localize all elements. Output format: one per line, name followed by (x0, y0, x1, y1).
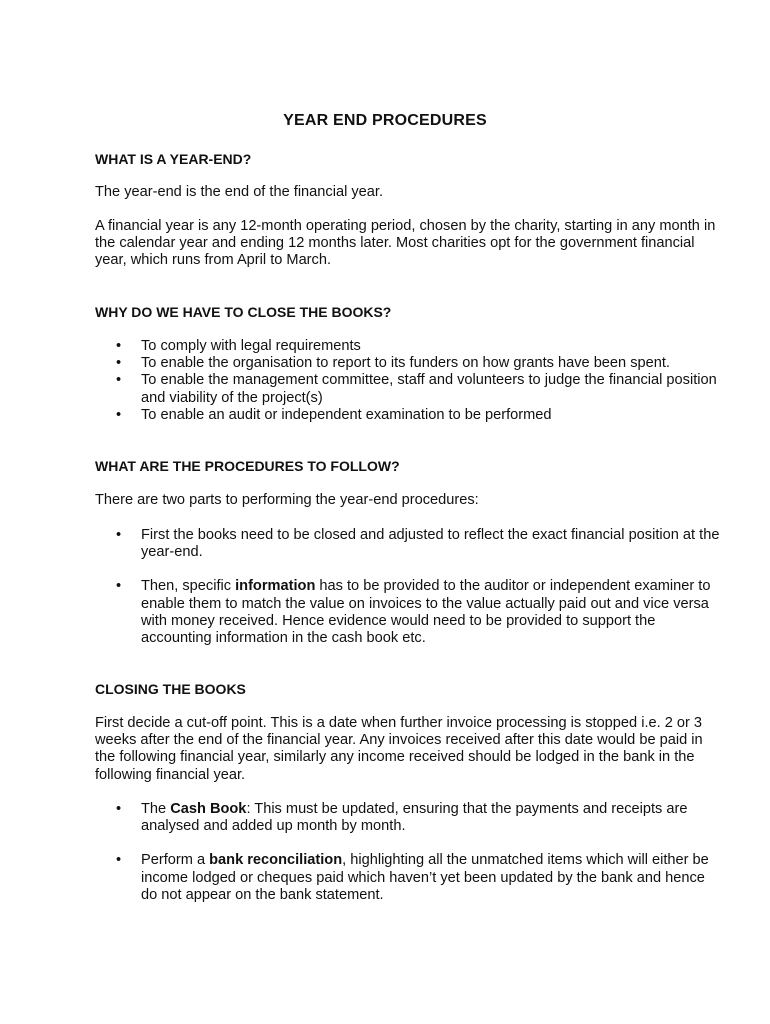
bullet-icon: • (116, 355, 122, 372)
bullet-icon: • (116, 338, 122, 354)
list-item-text: First the books need to be closed and adjusted to reflect the exact financial position at the year-end. (141, 527, 720, 561)
bold-term-bank-reconciliation: bank reconciliation (209, 852, 343, 869)
why-close-bullet-list (95, 338, 720, 424)
text-run: The (141, 801, 171, 817)
page-title: YEAR END PROCEDURES (283, 112, 487, 129)
list-item-text: To enable an audit or independent examination to be performed (141, 406, 552, 423)
list-item (95, 852, 720, 904)
list-item (95, 372, 720, 406)
list-item (95, 355, 720, 372)
list-item (95, 407, 720, 424)
procedures-bullet-list (95, 527, 720, 647)
list-item (95, 338, 720, 355)
text-run: Perform a (141, 852, 210, 869)
bullet-icon: • (116, 527, 122, 543)
section-heading-procedures: WHAT ARE THE PROCEDURES TO FOLLOW? (95, 458, 400, 474)
list-item-text (141, 801, 688, 834)
bullet-icon: • (116, 801, 122, 817)
list-item-text: To comply with legal requirements (141, 338, 361, 354)
section-heading-what-is-year-end: WHAT IS A YEAR-END? (95, 151, 252, 167)
paragraph-procedures-intro: There are two parts to performing the year-end procedures: (95, 492, 479, 508)
bold-term-cash-book: Cash Book (170, 801, 247, 817)
list-item (95, 527, 720, 561)
list-item (95, 578, 720, 647)
text-run: : This must be updated, ensuring that the payments and receipts are analysed and added up month by month. (141, 801, 688, 835)
text-run: has to be provided to the auditor or independent examiner to enable them to match the value on invoices to the value actually paid out and vice versa with money received. Hence evidence would need to be provided to support the accounting information in the cash book etc. (141, 578, 711, 647)
bullet-icon: • (116, 852, 122, 869)
bullet-icon: • (116, 578, 122, 595)
text-run: , highlighting all the unmatched items which will either be income lodged or cheques paid which haven’t yet been updated by the bank and hence do not appear on the bank statement. (141, 852, 709, 903)
paragraph-financial-year: A financial year is any 12-month operating period, chosen by the charity, starting in any month in the calendar year and ending 12 months later. Most charities opt for the government financial year, which runs from April to March. (95, 218, 716, 269)
bold-term-information: information (235, 578, 316, 595)
list-item-text: To enable the organisation to report to its funders on how grants have been spent. (141, 355, 670, 372)
section-heading-why-close-books: WHY DO WE HAVE TO CLOSE THE BOOKS? (95, 304, 392, 320)
paragraph-year-end-definition: The year-end is the end of the financial year. (95, 184, 383, 200)
bullet-icon: • (116, 406, 122, 423)
list-item-text (141, 852, 709, 902)
section-heading-closing-books: CLOSING THE BOOKS (95, 681, 246, 697)
list-item (95, 801, 720, 835)
closing-bullet-list (95, 801, 720, 904)
bullet-icon: • (116, 372, 122, 389)
text-run: Then, specific (141, 578, 236, 595)
list-item-text: To enable the management committee, staff and volunteers to judge the financial position and viability of the project(s) (141, 372, 717, 406)
paragraph-cut-off-point: First decide a cut-off point. This is a date when further invoice processing is stopped i.e. 2 or 3 weeks after the end of the financial year. Any invoices received after this date would be paid in the following financial year, similarly any income received should be lodged in the bank in the following financial year. (95, 715, 703, 783)
list-item-text (141, 578, 710, 646)
